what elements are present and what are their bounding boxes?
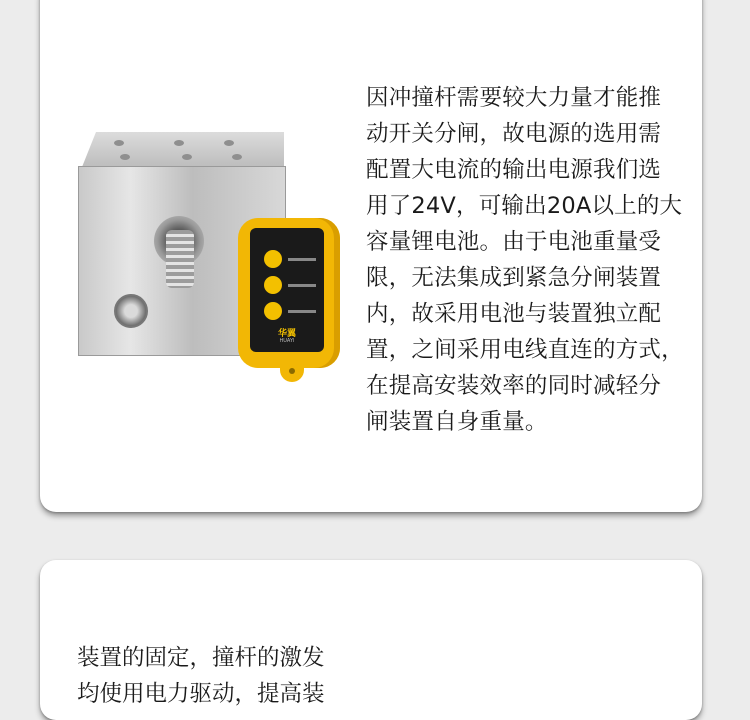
- remote-brand-en: HUAYI: [279, 338, 295, 344]
- remote-button-label: [288, 284, 316, 287]
- remote-button: [264, 250, 282, 268]
- striker-spring: [166, 230, 194, 288]
- feature-description-2: 装置的固定，撞杆的激发 均使用电力驱动，提高装: [77, 645, 325, 707]
- feature-description: 因冲撞杆需要较大力量才能推 动开关分闸，故电源的选用需 配置大电流的输出电源我们选 用了24V，可输出20A以上的大 容量锂电池。由于电池重量受 限，无法集成到紧急分闸装置 内，故采用电池与装置独立配 置，之间采用电线直连的方式， 在提高安装效率的同时减轻分 闸装置自身重量。: [366, 85, 684, 435]
- bolt-icon: [224, 140, 234, 146]
- bolt-icon: [182, 154, 192, 160]
- remote-button-label: [288, 310, 316, 313]
- product-image: [74, 126, 364, 396]
- remote-control: [238, 218, 340, 368]
- bolt-icon: [174, 140, 184, 146]
- bolt-icon: [120, 154, 130, 160]
- remote-button: [264, 302, 282, 320]
- remote-button: [264, 276, 282, 294]
- remote-lanyard-tab: [280, 364, 304, 382]
- remote-button-label: [288, 258, 316, 261]
- bolt-icon: [232, 154, 242, 160]
- remote-brand: 华翼: [277, 329, 296, 339]
- lanyard-hole-icon: [289, 368, 295, 374]
- bolt-icon: [114, 140, 124, 146]
- remote-panel: [250, 228, 324, 352]
- power-knob-icon: [114, 294, 148, 328]
